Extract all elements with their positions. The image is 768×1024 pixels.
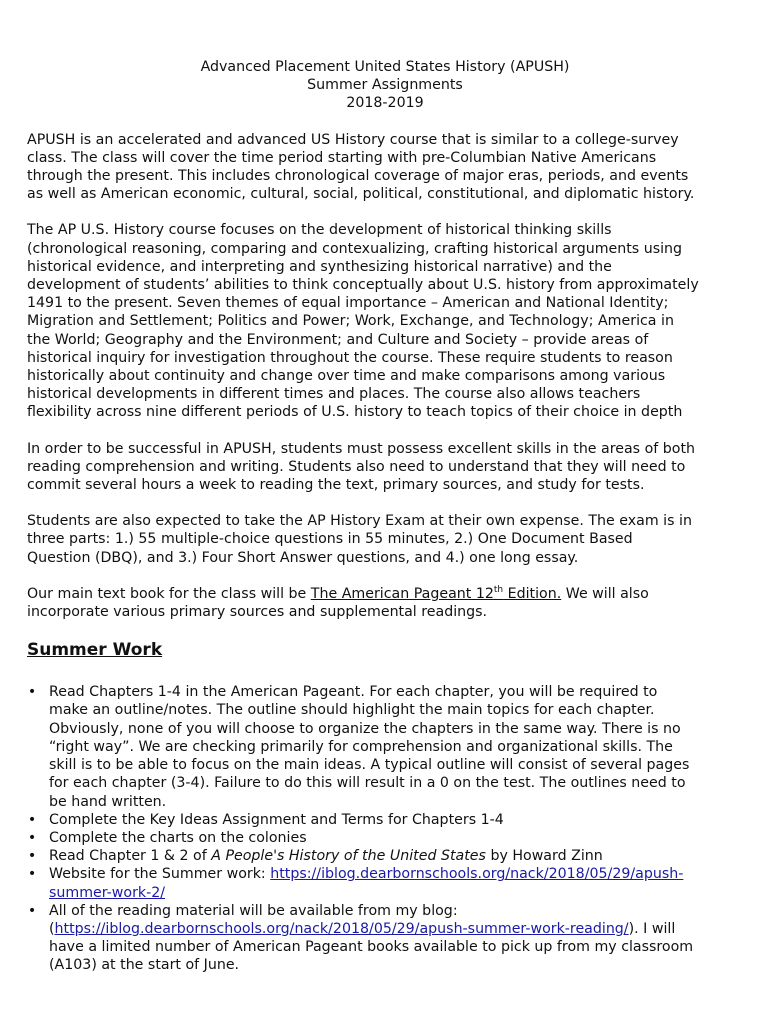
reading-material-link[interactable]: https://iblog.dearbornschools.org/nack/2018/05/29/apush-summer-work-reading/: [54, 920, 629, 937]
after-link-text: ). I will: [628, 920, 676, 937]
text-line: (A103) at the start of June.: [49, 957, 240, 974]
summer-work-heading: Summer Work: [27, 640, 163, 661]
text-line: as well as American economic, cultural, social, political, constitutional, and diplomatic history.: [27, 186, 695, 203]
text-line: Migration and Settlement; Politics and Power; Work, Exchange, and Technology; America in: [27, 313, 674, 330]
text-line: 1491 to the present. Seven themes of equal importance – American and National Identity;: [27, 295, 669, 312]
text-line: The AP U.S. History course focuses on the development of historical thinking skills: [27, 222, 612, 239]
text-line: through the present. This includes chronological coverage of major eras, periods, and events: [27, 168, 689, 185]
textbook-title: [311, 586, 561, 602]
document-page: [27, 58, 743, 975]
text-line: skill is to be able to focus on the main ideas. A typical outline will consist of several pages: [49, 757, 690, 774]
textbook-rest: We will also: [561, 585, 649, 602]
paragraph-textbook: [27, 585, 743, 621]
text-line: historical inquiry for investigation throughout the course. These require students to reason: [27, 349, 673, 366]
text-line: commit several hours a week to reading the text, primary sources, and study for tests.: [27, 477, 645, 494]
website-prefix: Website for the Summer work:: [49, 866, 271, 883]
text-line: three parts: 1.) 55 multiple-choice questions in 55 minutes, 2.) One Document Based: [27, 531, 633, 548]
text-line: historical developments in different times and places. The course also allows teachers: [27, 386, 641, 403]
list-item: [27, 811, 743, 829]
zinn-suffix: by Howard Zinn: [485, 848, 603, 865]
text-line: incorporate various primary sources and supplemental readings.: [27, 604, 488, 621]
textbook-prefix: Our main text book for the class will be: [27, 585, 311, 602]
bullet-icon: •: [27, 684, 37, 701]
text-line: “right way”. We are checking primarily for comprehension and organizational skills. The: [49, 738, 673, 755]
list-item: [27, 829, 743, 847]
text-line: class. The class will cover the time period starting with pre-Columbian Native Americans: [27, 149, 657, 166]
title-line-2: Summer Assignments: [307, 77, 463, 94]
text-line: Read Chapters 1-4 in the American Pageant. For each chapter, you will be required to: [49, 684, 658, 701]
text-line: make an outline/notes. The outline should highlight the main topics for each chapter.: [49, 702, 655, 719]
text-line: Students are also expected to take the AP History Exam at their own expense. The exam is in: [27, 513, 692, 530]
text-line: Complete the Key Ideas Assignment and Terms for Chapters 1-4: [49, 811, 504, 828]
document-title: [27, 58, 743, 113]
paren-open: (: [49, 920, 55, 937]
title-line-3: 2018-2019: [346, 95, 424, 112]
textbook-edition: Edition.: [503, 585, 562, 602]
text-line: have a limited number of American Pageant books available to pick up from my classroom: [49, 939, 694, 956]
text-line: reading comprehension and writing. Students also need to understand that they will need to: [27, 458, 686, 475]
paragraph-exam: [27, 512, 743, 567]
text-line: (chronological reasoning, comparing and contexualizing, crafting historical arguments using: [27, 240, 683, 257]
text-line: development of students’ abilities to think conceptually about U.S. history from approximately: [27, 277, 699, 294]
text-line: Complete the charts on the colonies: [49, 829, 307, 846]
text-line: be hand written.: [49, 793, 167, 810]
paragraph-course-overview: [27, 131, 743, 204]
list-item: [27, 865, 743, 901]
summer-work-list: [27, 683, 743, 974]
bullet-icon: •: [27, 866, 37, 883]
link-text[interactable]: summer-work-2/: [49, 884, 166, 901]
link-text[interactable]: https://iblog.dearbornschools.org/nack/2018/05/29/apush-: [270, 866, 684, 883]
text-line: APUSH is an accelerated and advanced US History course that is similar to a college-survey: [27, 131, 679, 148]
bullet-icon: •: [27, 848, 37, 865]
text-line: Obviously, none of you will choose to organize the chapters in the same way. There is no: [49, 720, 681, 737]
paragraph-requirements: [27, 440, 743, 495]
textbook-edition-sup: th: [493, 584, 504, 595]
zinn-prefix: Read Chapter 1 & 2 of: [49, 848, 212, 865]
paragraph-course-focus: [27, 221, 743, 421]
text-line: flexibility across nine different periods of U.S. history to teach topics of their choice in depth: [27, 404, 683, 421]
text-line: In order to be successful in APUSH, students must possess excellent skills in the areas of both: [27, 440, 696, 457]
text-line: the World; Geography and the Environment; and Culture and Society – provide areas of: [27, 331, 649, 348]
list-item: [27, 847, 743, 865]
bullet-icon: •: [27, 811, 37, 828]
bullet-icon: •: [27, 902, 37, 919]
bullet-icon: •: [27, 829, 37, 846]
list-item: [27, 683, 743, 810]
text-line: historically about continuity and change over time and make comparisons among various: [27, 368, 666, 385]
text-line: for each chapter (3-4). Failure to do this will result in a 0 on the test. The outlines need to: [49, 775, 686, 792]
text-line: historical evidence, and interpreting and synthesizing historical narrative) and the: [27, 258, 612, 275]
zinn-book-title: A People's History of the United States: [211, 848, 486, 865]
text-line: All of the reading material will be available from my blog:: [49, 902, 458, 919]
text-line: Question (DBQ), and 3.) Four Short Answer questions, and 4.) one long essay.: [27, 549, 579, 566]
list-item: [27, 902, 743, 975]
textbook-name: The American Pageant 12: [310, 585, 494, 602]
title-line-1: Advanced Placement United States History (APUSH): [200, 59, 570, 75]
